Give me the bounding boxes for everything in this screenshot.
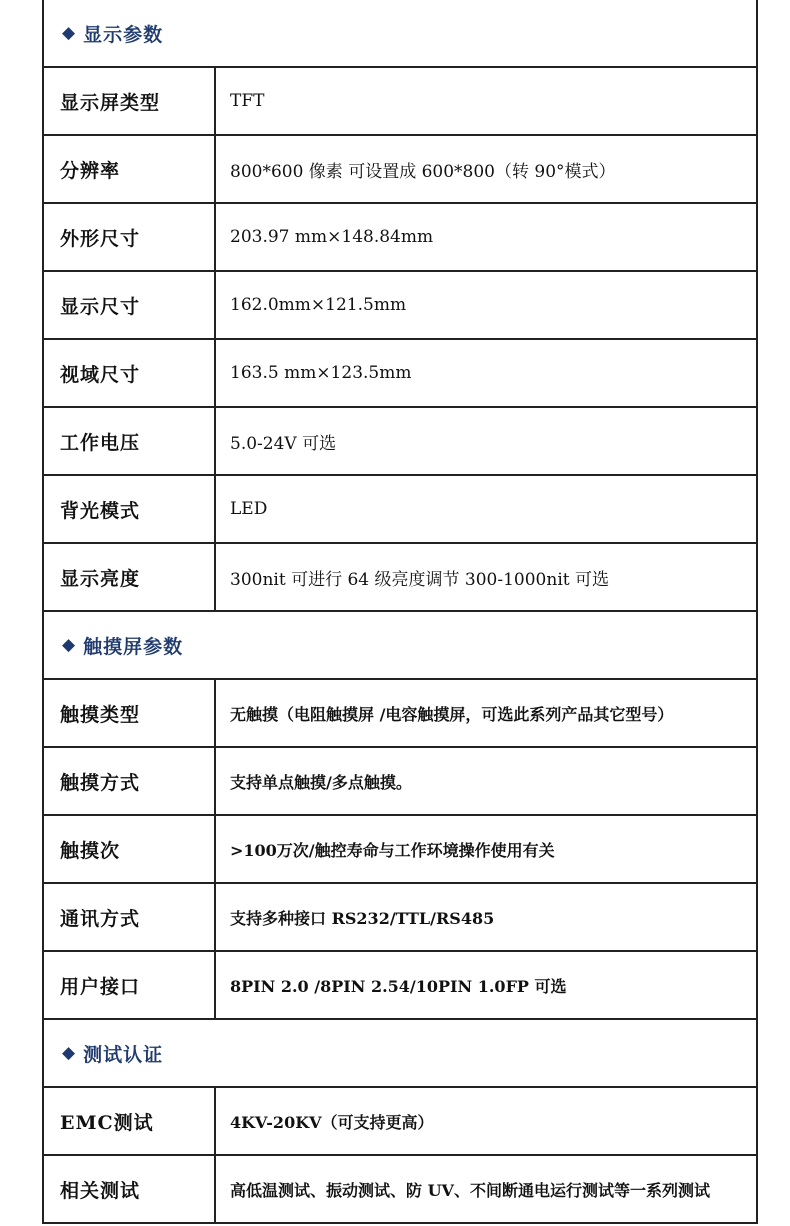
row-label: 工作电压 [44, 408, 216, 474]
section-title: 触摸屏参数 [83, 635, 184, 658]
row-label: 背光模式 [44, 476, 216, 542]
spec-table [42, 0, 758, 1224]
table-row [44, 340, 756, 408]
table-row [44, 884, 756, 952]
table-row [44, 748, 756, 816]
table-row [44, 408, 756, 476]
row-value: LED [230, 499, 268, 519]
table-row [44, 476, 756, 544]
section-header-display [44, 0, 756, 68]
row-label: 触摸方式 [44, 748, 216, 814]
row-label: 通讯方式 [44, 884, 216, 950]
diamond-bullet-icon: ◆ [62, 634, 76, 655]
row-value: 无触摸（电阻触摸屏 /电容触摸屏，可选此系列产品其它型号） [230, 704, 674, 724]
row-value: 800*600 像素 可设置成 600*800（转 90°模式） [230, 161, 616, 182]
table-row [44, 816, 756, 884]
row-label: 显示亮度 [44, 544, 216, 610]
row-value: >100万次/触控寿命与工作环境操作使用有关 [230, 840, 555, 860]
table-row [44, 1156, 756, 1224]
table-row [44, 952, 756, 1020]
row-value: 8PIN 2.0 /8PIN 2.54/10PIN 1.0FP 可选 [230, 976, 567, 996]
row-label: 相关测试 [44, 1156, 216, 1222]
table-row [44, 1088, 756, 1156]
table-row [44, 544, 756, 612]
diamond-bullet-icon: ◆ [62, 1042, 76, 1063]
row-label: 显示屏类型 [44, 68, 216, 134]
table-row [44, 680, 756, 748]
row-value: 4KV-20KV（可支持更高） [230, 1112, 434, 1132]
row-value: 203.97 mm×148.84mm [230, 227, 434, 247]
row-value: 5.0-24V 可选 [230, 433, 337, 454]
row-value: 支持单点触摸/多点触摸。 [230, 772, 412, 792]
row-label: EMC测试 [44, 1088, 216, 1154]
row-label: 触摸次 [44, 816, 216, 882]
row-label: 视域尺寸 [44, 340, 216, 406]
section-header-touch [44, 612, 756, 680]
row-label: 用户接口 [44, 952, 216, 1018]
row-value: 162.0mm×121.5mm [230, 295, 407, 315]
diamond-bullet-icon: ◆ [62, 22, 76, 43]
row-value: 163.5 mm×123.5mm [230, 363, 412, 383]
table-row [44, 204, 756, 272]
row-value: 300nit 可进行 64 级亮度调节 300-1000nit 可选 [230, 569, 609, 590]
row-value: 支持多种接口 RS232/TTL/RS485 [230, 908, 495, 928]
row-label: 外形尺寸 [44, 204, 216, 270]
section-title: 测试认证 [83, 1043, 164, 1066]
row-value: 高低温测试、振动测试、防 UV、不间断通电运行测试等一系列测试 [230, 1180, 710, 1200]
row-value: TFT [230, 91, 265, 111]
table-row [44, 272, 756, 340]
row-label: 分辨率 [44, 136, 216, 202]
row-label: 显示尺寸 [44, 272, 216, 338]
section-header-certification [44, 1020, 756, 1088]
table-row [44, 136, 756, 204]
row-label: 触摸类型 [44, 680, 216, 746]
section-title: 显示参数 [83, 23, 164, 46]
table-row [44, 68, 756, 136]
